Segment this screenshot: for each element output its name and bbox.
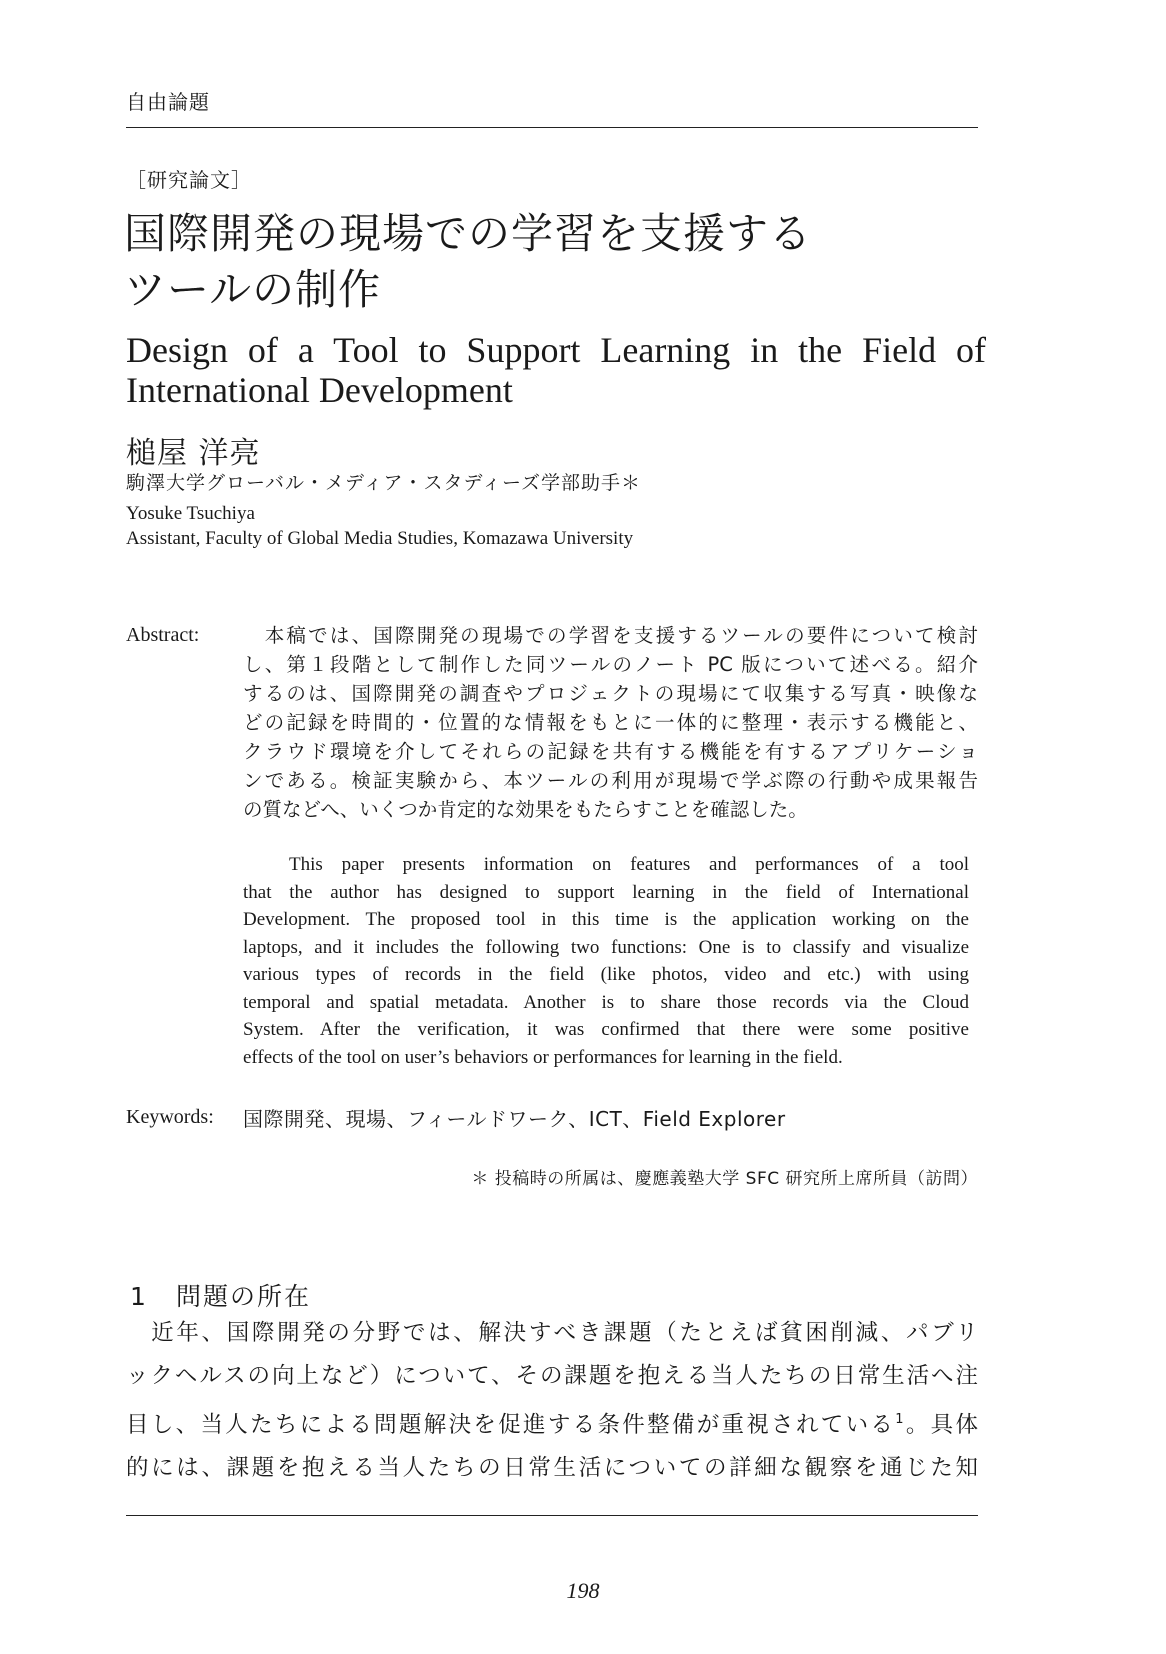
body-line bbox=[126, 1398, 978, 1447]
abstract-english bbox=[243, 851, 969, 1071]
abstract-english-line: laptops, and it includes the following two functions: One is to classify and visualize bbox=[243, 936, 969, 958]
article-category: ［研究論文］ bbox=[126, 168, 252, 192]
abstract-english-line: System. After the verification, it was confirmed that there were some positive bbox=[243, 1019, 969, 1040]
abstract-english-line: Development. The proposed tool in this time is the application working on the bbox=[243, 909, 969, 930]
abstract-japanese bbox=[243, 621, 978, 824]
abstract-japanese-line: し、第１段階として制作した同ツールのノート PC 版について述べる。紹介 bbox=[243, 653, 978, 676]
author-name-japanese: 槌屋 洋亮 bbox=[126, 436, 261, 471]
abstract-japanese-line: の質などへ、いくつか肯定的な効果をもたらすことを確認した。 bbox=[243, 798, 808, 821]
abstract-english-line: various types of records in the field (like photos, video and etc.) with using bbox=[243, 964, 969, 985]
keywords-list: 国際開発、現場、フィールドワーク、ICT、Field Explorer bbox=[243, 1107, 786, 1131]
section-body bbox=[126, 1312, 978, 1490]
abstract-label: Abstract: bbox=[126, 624, 200, 646]
abstract-english-line: that the author has designed to support learning in the field of International bbox=[243, 881, 969, 903]
title-japanese-line: ツールの制作 bbox=[124, 265, 382, 314]
footer-rule bbox=[126, 1515, 978, 1516]
title-japanese bbox=[124, 206, 812, 318]
affiliation-japanese: 駒澤大学グローバル・メディア・スタディーズ学部助手＊ bbox=[126, 472, 642, 494]
body-text-fragment: 。具体 bbox=[903, 1412, 978, 1438]
abstract-japanese-line: 本稿では、国際開発の現場での学習を支援するツールの要件について検討 bbox=[243, 624, 978, 647]
body-text-fragment: 目し、当人たちによる問題解決を促進する条件整備が重視されている bbox=[126, 1412, 896, 1438]
section-title: 問題の所在 bbox=[176, 1282, 312, 1311]
abstract-english-line: effects of the tool on user’s behaviors or performances for learning in the field. bbox=[243, 1046, 843, 1068]
abstract-japanese-line: どの記録を時間的・位置的な情報をもとに一体的に整理・表示する機能と、 bbox=[243, 711, 978, 734]
affiliation-footnote: ＊ 投稿時の所属は、慶應義塾大学 SFC 研究所上席所員（訪問） bbox=[471, 1169, 978, 1189]
abstract-english-line: temporal and spatial metadata. Another is to share those records via the Cloud bbox=[243, 991, 969, 1013]
keywords-label: Keywords: bbox=[126, 1106, 214, 1128]
footnote-reference: 1 bbox=[895, 1412, 904, 1427]
header-rule bbox=[126, 127, 978, 128]
section-number: 1 bbox=[130, 1282, 148, 1311]
body-line: 的には、課題を抱える当人たちの日常生活についての詳細な観察を通じた知 bbox=[126, 1455, 978, 1481]
affiliation-english: Assistant, Faculty of Global Media Studies, Komazawa University bbox=[126, 528, 634, 549]
title-english-line: Design of a Tool to Support Learning in the Field of bbox=[126, 330, 986, 370]
title-english bbox=[126, 330, 986, 410]
abstract-japanese-line: クラウド環境を介してそれらの記録を共有する機能を有するアプリケーショ bbox=[243, 740, 978, 763]
running-head: 自由論題 bbox=[126, 90, 210, 114]
abstract-english-line: This paper presents information on features and performances of a tool bbox=[289, 854, 969, 875]
abstract-japanese-line: ンである。検証実験から、本ツールの利用が現場で学ぶ際の行動や成果報告 bbox=[243, 769, 978, 792]
author-name-english: Yosuke Tsuchiya bbox=[126, 503, 255, 524]
body-line: 近年、国際開発の分野では、解決すべき課題（たとえば貧困削減、パブリ bbox=[126, 1320, 978, 1346]
section-heading bbox=[130, 1277, 311, 1313]
page-number: 198 bbox=[566, 1578, 600, 1603]
title-english-line: International Development bbox=[126, 370, 513, 410]
title-japanese-line: 国際開発の現場での学習を支援する bbox=[124, 209, 813, 258]
abstract-japanese-line: するのは、国際開発の調査やプロジェクトの現場にて収集する写真・映像な bbox=[243, 682, 978, 705]
body-line: ックヘルスの向上など）について、その課題を抱える当人たちの日常生活へ注 bbox=[126, 1363, 978, 1389]
